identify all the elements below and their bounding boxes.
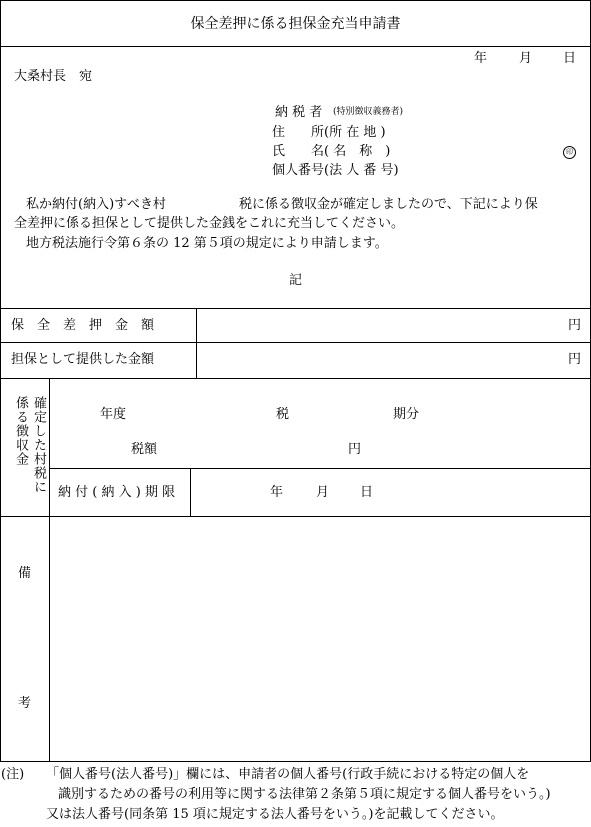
deadline-label: 納 付 ( 納 入 ) 期 限	[58, 485, 176, 500]
body-line2: 全差押に係る担保として提供した金銭をこれに充当してください。	[14, 216, 405, 231]
remarks-top	[0, 516, 590, 517]
collateral-amount-label: 担保として提供した金額	[11, 352, 155, 367]
date-year: 年	[474, 51, 488, 66]
confirmed-tax-label-a: 確定した村税に	[31, 396, 46, 494]
row3-top	[0, 378, 590, 379]
seizure-amount-unit: 円	[568, 318, 582, 333]
deadline-day: 日	[360, 485, 374, 500]
remarks-label-top: 備	[18, 566, 32, 581]
seal-icon: 印	[563, 146, 576, 159]
taxpayer-label-note: (特別徴収義務者)	[333, 107, 404, 117]
deadline-month: 月	[316, 485, 330, 500]
body-line3: 地方税法施行令第６条の 12 第５項の規定により申請します。	[26, 236, 388, 251]
note-line1: 「個人番号(法人番号)」欄には、申請者の個人番号(行政手続における特定の個人を	[46, 767, 530, 782]
fiscal-year-label: 年度	[100, 407, 127, 422]
ki-heading: 記	[289, 273, 303, 288]
deadline-year: 年	[270, 485, 284, 500]
row2-top	[0, 342, 590, 343]
confirmed-tax-label-b: 係る徴収金	[13, 396, 28, 466]
document-title: 保全差押に係る担保金充当申請書	[190, 16, 401, 32]
title-divider	[0, 46, 590, 47]
seizure-amount-label: 保 全 差 押 金 額	[11, 318, 155, 333]
frame-left	[0, 0, 1, 761]
frame-top	[0, 0, 590, 1]
label-col-divider	[196, 308, 197, 378]
tax-amount-unit: 円	[348, 442, 362, 457]
note-mark: (注)	[1, 767, 25, 782]
addressee: 大桑村長 宛	[14, 69, 93, 84]
collateral-amount-unit: 円	[568, 352, 582, 367]
date-day: 日	[563, 51, 577, 66]
name-field: 氏 名( 名 称 )	[272, 144, 391, 159]
tax-amount-label: 税額	[131, 442, 158, 457]
deadline-top	[49, 468, 590, 469]
confirmed-col-divider	[49, 378, 50, 761]
frame-bottom	[0, 761, 591, 762]
row1-top	[0, 308, 590, 309]
deadline-col-divider	[190, 468, 191, 516]
tax-type-label: 税	[276, 407, 290, 422]
date-month: 月	[519, 51, 533, 66]
body-line1-b: 税に係る徴収金が確定しましたので、下記により保	[239, 197, 538, 212]
note-line2: 識別するための番号の利用等に関する法律第２条第５項に規定する個人番号をいう。)	[58, 787, 551, 802]
taxpayer-label: 納 税 者	[275, 105, 323, 120]
note-line3: 又は法人番号(同条第 15 項に規定する法人番号をいう。)を記載してください。	[46, 807, 504, 822]
personal-number-field: 個人番号(法 人 番 号)	[272, 163, 399, 178]
body-line1-a: 私か納付(納入)すべき村	[26, 197, 166, 212]
address-field: 住 所(所 在 地 )	[272, 125, 386, 140]
remarks-label-bottom: 考	[18, 696, 32, 711]
installment-label: 期分	[393, 407, 420, 422]
